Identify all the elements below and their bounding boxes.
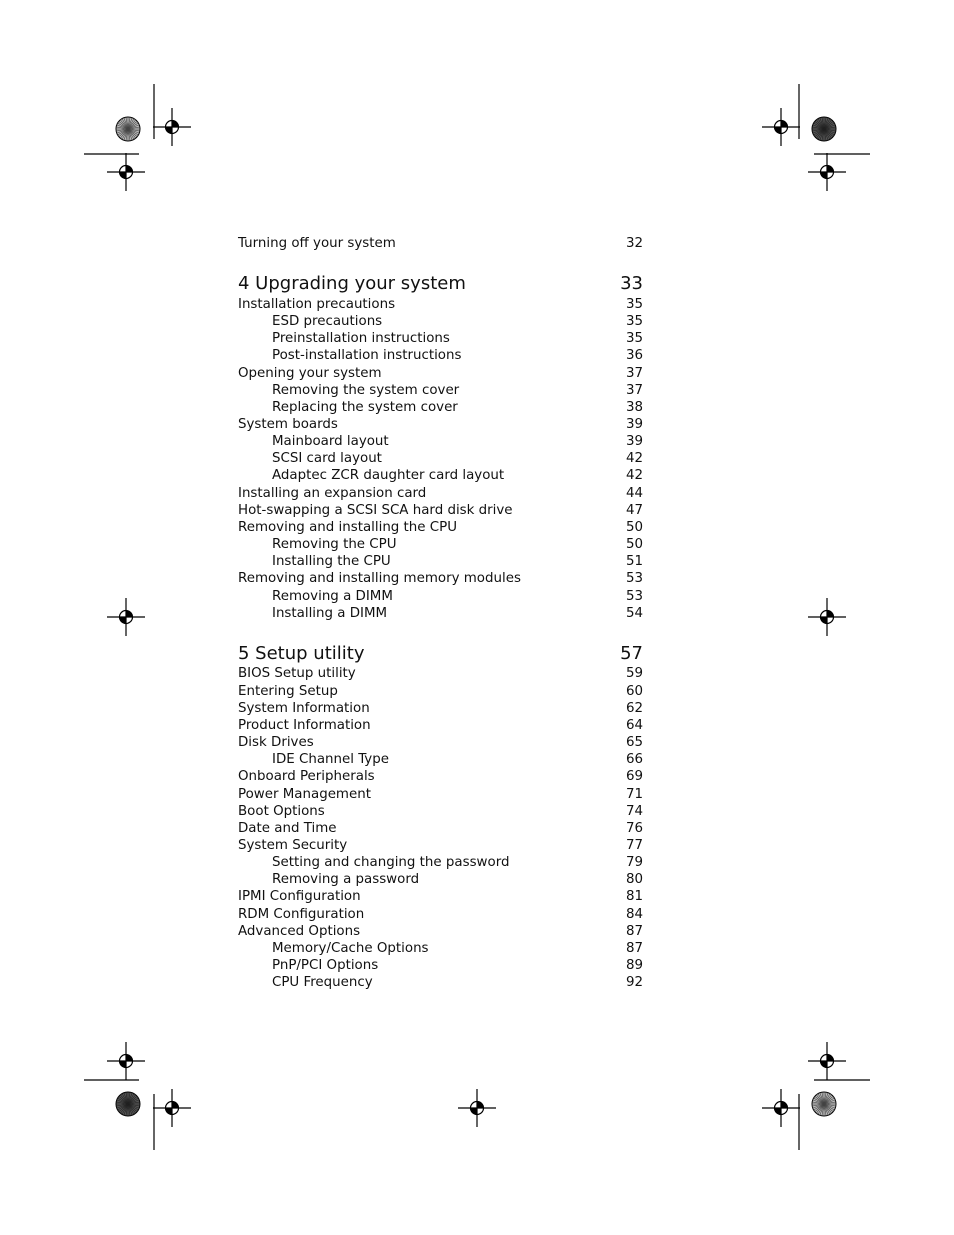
toc-entry xyxy=(238,768,643,785)
toc-entry-title: Replacing the system cover xyxy=(272,400,458,415)
toc-entry xyxy=(238,786,643,803)
toc-entry-page: 65 xyxy=(625,735,643,750)
toc-entry-page: 79 xyxy=(625,855,643,870)
toc-entry-title: PnP/PCI Options xyxy=(272,958,379,973)
toc-entry-page: 57 xyxy=(620,643,643,664)
toc-entry-title: Entering Setup xyxy=(238,684,338,699)
toc-chapter xyxy=(238,272,643,296)
toc-entry-page: 69 xyxy=(625,769,643,784)
toc-entry xyxy=(238,450,643,467)
toc-entry-title: Preinstallation instructions xyxy=(272,331,450,346)
toc-entry-page: 71 xyxy=(625,787,643,802)
toc-entry-title: IPMI Configuration xyxy=(238,889,361,904)
toc-entry-title: Mainboard layout xyxy=(272,434,389,449)
toc-entry-page: 37 xyxy=(625,383,643,398)
toc-entry-page: 59 xyxy=(625,666,643,681)
toc-entry-title: Memory/Cache Options xyxy=(272,941,429,956)
toc-entry-page: 81 xyxy=(625,889,643,904)
toc-entry xyxy=(238,974,643,991)
toc-entry-page: 36 xyxy=(625,348,643,363)
toc-entry-page: 33 xyxy=(620,273,643,294)
toc-entry xyxy=(238,751,643,768)
toc-entry-title: Removing and installing memory modules xyxy=(238,571,521,586)
toc-entry-page: 62 xyxy=(625,701,643,716)
toc-entry-title: Removing a DIMM xyxy=(272,589,393,604)
toc-entry-page: 92 xyxy=(625,975,643,990)
toc-entry xyxy=(238,502,643,519)
toc-entry xyxy=(238,665,643,682)
toc-entry xyxy=(238,382,643,399)
toc-entry-title: SCSI card layout xyxy=(272,451,382,466)
toc-entry-page: 54 xyxy=(625,606,643,621)
toc-entry-title: System Security xyxy=(238,838,348,853)
toc-entry-title: IDE Channel Type xyxy=(272,752,389,767)
toc-entry-title: Installing the CPU xyxy=(272,554,391,569)
toc-entry xyxy=(238,923,643,940)
toc-entry-title: Adaptec ZCR daughter card layout xyxy=(272,468,505,483)
toc-entry-title: Removing a password xyxy=(272,872,420,887)
toc-entry xyxy=(238,803,643,820)
toc-entry xyxy=(238,734,643,751)
toc-entry-title: System Information xyxy=(238,701,370,716)
toc-entry xyxy=(238,416,643,433)
toc-entry-title: Removing and installing the CPU xyxy=(238,520,458,535)
toc-entry xyxy=(238,957,643,974)
toc-entry-page: 32 xyxy=(625,236,643,251)
toc-entry xyxy=(238,536,643,553)
toc-entry-page: 89 xyxy=(625,958,643,973)
toc-entry xyxy=(238,700,643,717)
toc-entry xyxy=(238,296,643,313)
toc-entry-title: Opening your system xyxy=(238,366,382,381)
toc-entry-page: 66 xyxy=(625,752,643,767)
toc-entry-page: 39 xyxy=(625,417,643,432)
toc-entry-page: 50 xyxy=(625,520,643,535)
toc-entry-title: Removing the system cover xyxy=(272,383,460,398)
toc-entry-title: Advanced Options xyxy=(238,924,361,939)
toc-entry-title: Turning off your system xyxy=(238,236,396,251)
toc-entry xyxy=(238,519,643,536)
toc-entry xyxy=(238,717,643,734)
toc-entry xyxy=(238,433,643,450)
toc-entry xyxy=(238,854,643,871)
toc-entry-title: Boot Options xyxy=(238,804,325,819)
toc-entry-page: 37 xyxy=(625,366,643,381)
toc-entry-title: ESD precautions xyxy=(272,314,383,329)
toc-entry-title: Onboard Peripherals xyxy=(238,769,375,784)
toc-entry xyxy=(238,683,643,700)
toc-entry-page: 53 xyxy=(625,571,643,586)
toc-entry-page: 74 xyxy=(625,804,643,819)
toc-entry-page: 76 xyxy=(625,821,643,836)
toc-entry-title: Installing an expansion card xyxy=(238,486,427,501)
toc-entry xyxy=(238,330,643,347)
toc-entry xyxy=(238,553,643,570)
toc-entry-page: 53 xyxy=(625,589,643,604)
toc-entry xyxy=(238,467,643,484)
toc-entry xyxy=(238,347,643,364)
toc-entry-page: 44 xyxy=(625,486,643,501)
toc-entry xyxy=(238,906,643,923)
toc-entry-title: Disk Drives xyxy=(238,735,314,750)
toc-entry-page: 77 xyxy=(625,838,643,853)
toc-entry xyxy=(238,399,643,416)
toc-entry-page: 35 xyxy=(625,314,643,329)
toc-entry-title: RDM Configuration xyxy=(238,907,365,922)
toc-entry xyxy=(238,605,643,622)
toc-entry-title: CPU Frequency xyxy=(272,975,373,990)
toc-entry xyxy=(238,837,643,854)
toc-entry xyxy=(238,235,643,252)
toc-entry xyxy=(238,871,643,888)
toc-entry-title: Installation precautions xyxy=(238,297,396,312)
toc-entry-title: Setting and changing the password xyxy=(272,855,510,870)
toc-entry xyxy=(238,570,643,587)
toc-entry-page: 87 xyxy=(625,941,643,956)
toc-entry-title: Post-installation instructions xyxy=(272,348,462,363)
toc-entry-page: 84 xyxy=(625,907,643,922)
toc-entry xyxy=(238,820,643,837)
toc-entry-title: Product Information xyxy=(238,718,371,733)
toc-entry-page: 50 xyxy=(625,537,643,552)
toc-entry-page: 39 xyxy=(625,434,643,449)
toc-entry-page: 35 xyxy=(625,331,643,346)
toc-entry-title: Installing a DIMM xyxy=(272,606,388,621)
toc-entry-page: 64 xyxy=(625,718,643,733)
toc-entry-page: 42 xyxy=(625,451,643,466)
toc-entry xyxy=(238,365,643,382)
toc-entry-page: 60 xyxy=(625,684,643,699)
toc-entry-title: 4 Upgrading your system xyxy=(238,273,466,294)
toc-entry-page: 47 xyxy=(625,503,643,518)
toc-entry xyxy=(238,940,643,957)
toc-entry-title: 5 Setup utility xyxy=(238,643,365,664)
toc-entry-title: BIOS Setup utility xyxy=(238,666,356,681)
toc-entry-title: Date and Time xyxy=(238,821,337,836)
toc-entry xyxy=(238,313,643,330)
toc-entry-page: 42 xyxy=(625,468,643,483)
toc-entry xyxy=(238,588,643,605)
toc-entry-page: 80 xyxy=(625,872,643,887)
toc-entry-title: Power Management xyxy=(238,787,371,802)
toc-entry-page: 35 xyxy=(625,297,643,312)
toc-entry xyxy=(238,485,643,502)
toc-entry-title: System boards xyxy=(238,417,338,432)
toc-entry-title: Removing the CPU xyxy=(272,537,397,552)
toc-entry-page: 51 xyxy=(625,554,643,569)
toc-entry-page: 87 xyxy=(625,924,643,939)
toc-entry-title: Hot-swapping a SCSI SCA hard disk drive xyxy=(238,503,513,518)
toc-chapter xyxy=(238,642,643,666)
toc-entry xyxy=(238,888,643,905)
toc-entry-page: 38 xyxy=(625,400,643,415)
